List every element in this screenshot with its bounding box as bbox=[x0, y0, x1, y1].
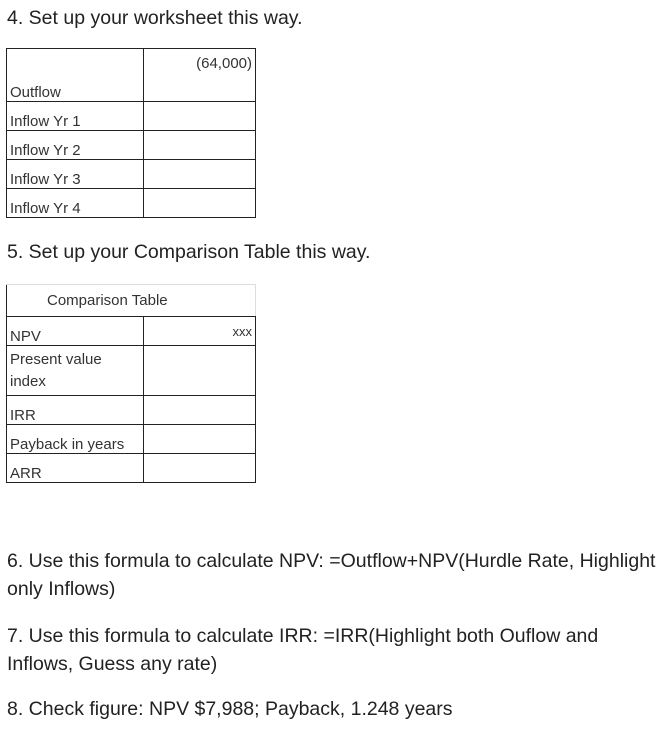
step-6-text: 6. Use this formula to calculate NPV: =Outflow+NPV(Hurdle Rate, Highlight only Inflows) bbox=[7, 550, 656, 600]
comparison-label-arr: ARR bbox=[7, 454, 144, 483]
table-row bbox=[7, 102, 256, 131]
table-row bbox=[7, 425, 256, 454]
table-row bbox=[7, 346, 256, 396]
worksheet-table bbox=[6, 48, 256, 218]
worksheet-value-inflow-yr1 bbox=[144, 102, 256, 131]
step-5-heading: 5. Set up your Comparison Table this way. bbox=[7, 241, 371, 263]
comparison-label-irr: IRR bbox=[7, 396, 144, 425]
table-row bbox=[7, 317, 256, 346]
table-row bbox=[7, 160, 256, 189]
table-row bbox=[7, 189, 256, 218]
step-4-heading: 4. Set up your worksheet this way. bbox=[7, 7, 303, 29]
comparison-value-npv: xxx bbox=[144, 317, 256, 346]
step-7-text: 7. Use this formula to calculate IRR: =IRR(Highlight both Ouflow and Inflows, Guess any rate) bbox=[7, 625, 599, 675]
comparison-table bbox=[6, 284, 256, 483]
worksheet-value-inflow-yr3 bbox=[144, 160, 256, 189]
worksheet-label-inflow-yr4: Inflow Yr 4 bbox=[7, 189, 144, 218]
worksheet-value-outflow: (64,000) bbox=[144, 49, 256, 102]
table-row bbox=[7, 396, 256, 425]
worksheet-label-inflow-yr2: Inflow Yr 2 bbox=[7, 131, 144, 160]
comparison-value-arr bbox=[144, 454, 256, 483]
comparison-table-title: Comparison Table bbox=[7, 285, 256, 317]
step-8-text: 8. Check figure: NPV $7,988; Payback, 1.248 years bbox=[7, 698, 453, 720]
table-row bbox=[7, 454, 256, 483]
table-row bbox=[7, 49, 256, 102]
comparison-value-payback bbox=[144, 425, 256, 454]
comparison-value-irr bbox=[144, 396, 256, 425]
worksheet-label-outflow: Outflow bbox=[7, 49, 144, 102]
comparison-label-pvi: Present value index bbox=[7, 346, 144, 396]
comparison-label-payback: Payback in years bbox=[7, 425, 144, 454]
worksheet-value-inflow-yr4 bbox=[144, 189, 256, 218]
worksheet-label-inflow-yr3: Inflow Yr 3 bbox=[7, 160, 144, 189]
worksheet-label-inflow-yr1: Inflow Yr 1 bbox=[7, 102, 144, 131]
worksheet-value-inflow-yr2 bbox=[144, 131, 256, 160]
table-row bbox=[7, 131, 256, 160]
comparison-caption-row bbox=[7, 285, 256, 317]
comparison-label-npv: NPV bbox=[7, 317, 144, 346]
comparison-value-pvi bbox=[144, 346, 256, 396]
